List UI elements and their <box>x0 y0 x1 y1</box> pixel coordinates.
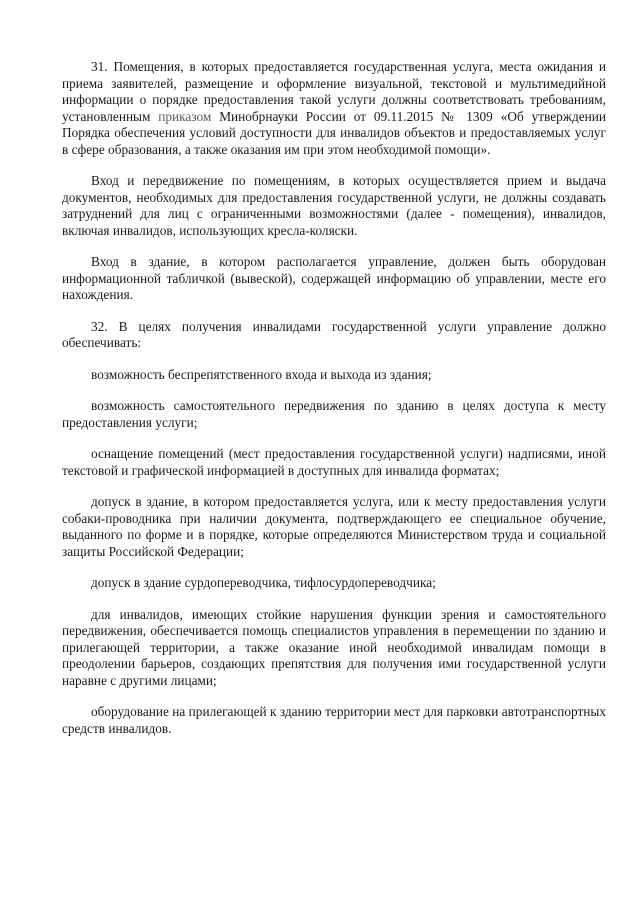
paragraph-text: Минобрнауки России от 09.11.2015 № 1309 «Об утверждении Порядка обеспечения условий доступности для инвалидов объектов и предоставляемых услуг в сфере образования, а также оказания им при этом необходимой помощи». <box>62 108 606 157</box>
list-item-independent-movement: возможность самостоятельного передвижения по зданию в целях доступа к месту предоставления услуги; <box>62 398 606 430</box>
paragraph-entrance-sign: Вход в здание, в котором располагается управление, должен быть оборудован информационной табличкой (вывеской), содержащей информацию об управлении, месте его нахождения. <box>62 254 606 302</box>
paragraph-32: 32. В целях получения инвалидами государственной услуги управление должно обеспечивать: <box>62 318 606 350</box>
list-item-signage: оснащение помещений (мест предоставления государственной услуги) надписями, иной текстовой и графической информацией в доступных для инвалида форматах; <box>62 446 606 478</box>
paragraph-31 <box>62 59 606 158</box>
paragraph-text: 31. Помещения, в которых предоставляется государственная услуга, места ожидания и приема заявителей, размещение и оформление визуальной, текстовой и мультимедийной информации о порядке предоставления такой услуги должны соответствовать требованиям, установленным <box>62 59 606 124</box>
list-item-guide-dog: допуск в здание, в котором предоставляется услуга, или к месту предоставления услуги собаки-проводника при наличии документа, подтверждающего ее специальное обучение, выданного по форме и в порядке, которые определяются Министерством труда и социальной защиты Российской Федерации; <box>62 494 606 559</box>
document-body <box>62 59 606 737</box>
order-link[interactable]: приказом <box>158 108 212 124</box>
list-item-interpreter: допуск в здание сурдопереводчика, тифлосурдопереводчика; <box>91 575 436 590</box>
list-item-staff-assistance: для инвалидов, имеющих стойкие нарушения функции зрения и самостоятельного передвижения, обеспечивается помощь специалистов управления в перемещении по зданию и прилегающей территории, а также оказание иной необходимой инвалидам помощи в преодолении барьеров, создающих препятствия для получения ими государственной услуги наравне с другими лицами; <box>62 606 606 688</box>
list-item-parking: оборудование на прилегающей к зданию территории мест для парковки автотранспортных средств инвалидов. <box>62 704 606 736</box>
paragraph-entry-movement: Вход и передвижение по помещениям, в которых осуществляется прием и выдача документов, необходимых для предоставления государственной услуги, не должны создавать затруднений для лиц с ограниченными возможностями (далее - помещения), инвалидов, включая инвалидов, использующих кресла-коляски. <box>62 173 606 238</box>
list-item-free-access: возможность беспрепятственного входа и выхода из здания; <box>91 366 432 382</box>
